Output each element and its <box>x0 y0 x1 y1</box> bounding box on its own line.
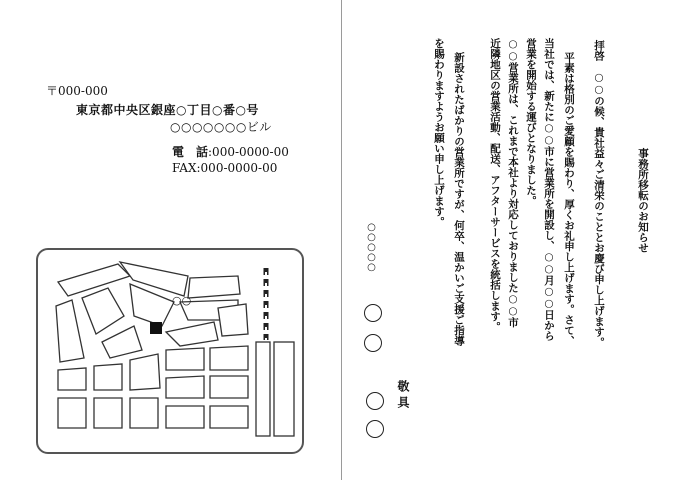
map-block <box>130 354 160 390</box>
map-graphic <box>38 250 302 452</box>
seal-circle <box>366 420 384 438</box>
map-block <box>210 346 248 370</box>
seal-circle <box>364 334 382 352</box>
tel-line <box>172 143 289 160</box>
address-line-2: ○○○○○○○ビル <box>170 120 272 134</box>
location-map <box>36 248 304 454</box>
letter-line: 平素は格別のご愛顧を賜わり、厚くお礼申し上げます。さて、 <box>563 52 575 346</box>
map-block <box>188 276 240 298</box>
closing-keigu: 敬具 <box>396 380 410 412</box>
fold-line <box>341 0 342 480</box>
map-block <box>94 398 122 428</box>
fax-line <box>172 161 277 175</box>
letter-line: 新設されたばかりの営業所ですが、何卒、温かいご支援ご指導 <box>453 52 465 346</box>
map-block <box>218 304 248 336</box>
letter-title: 事務所移転のお知らせ <box>637 148 649 253</box>
map-block <box>94 364 122 390</box>
map-landmark-label: ○○ <box>172 294 192 307</box>
map-block <box>166 406 204 428</box>
seal-circle <box>364 304 382 322</box>
letter-line: 営業を開始する運びとなりました。 <box>525 38 537 206</box>
map-block <box>120 262 188 296</box>
letter-line: 拝啓 ○○の候、貴社益々ご清栄のこととお慶び申し上げます。 <box>593 40 605 348</box>
map-block <box>130 398 158 428</box>
office-marker <box>150 322 162 334</box>
fax-label: FAX <box>172 161 197 175</box>
letter-line: を賜わりますようお願い申し上げます。 <box>433 38 445 227</box>
fax-value: :000-0000-00 <box>196 161 278 175</box>
tel-label: 電 話 <box>172 145 209 159</box>
address-line-1: 東京都中央区銀座○丁目○番○号 <box>76 103 259 117</box>
letter-line: ○○営業所は、これまで本社より対応しておりました○○市 <box>507 38 519 328</box>
map-block <box>166 322 218 346</box>
map-block <box>102 326 142 358</box>
map-block <box>210 406 248 428</box>
signature: ○○○○○ <box>366 222 377 272</box>
map-block <box>58 264 130 296</box>
map-block <box>166 348 204 370</box>
map-road-vertical <box>274 342 294 436</box>
map-block <box>82 288 124 334</box>
map-block <box>166 376 204 398</box>
tel-value: :000-0000-00 <box>208 145 289 159</box>
postal-code: 〒000-000 <box>46 84 108 98</box>
letter-line: 当社では、新たに○○市に営業所を開設し、○○月○○日から <box>543 38 555 341</box>
seal-circle <box>366 392 384 410</box>
letter-line: 近隣地区の営業活動、配送、アフターサービスを統括します。 <box>489 38 501 332</box>
map-block <box>58 398 86 428</box>
map-block <box>210 376 248 398</box>
map-road-vertical <box>256 342 270 436</box>
map-block <box>56 300 84 362</box>
map-block <box>58 368 86 390</box>
